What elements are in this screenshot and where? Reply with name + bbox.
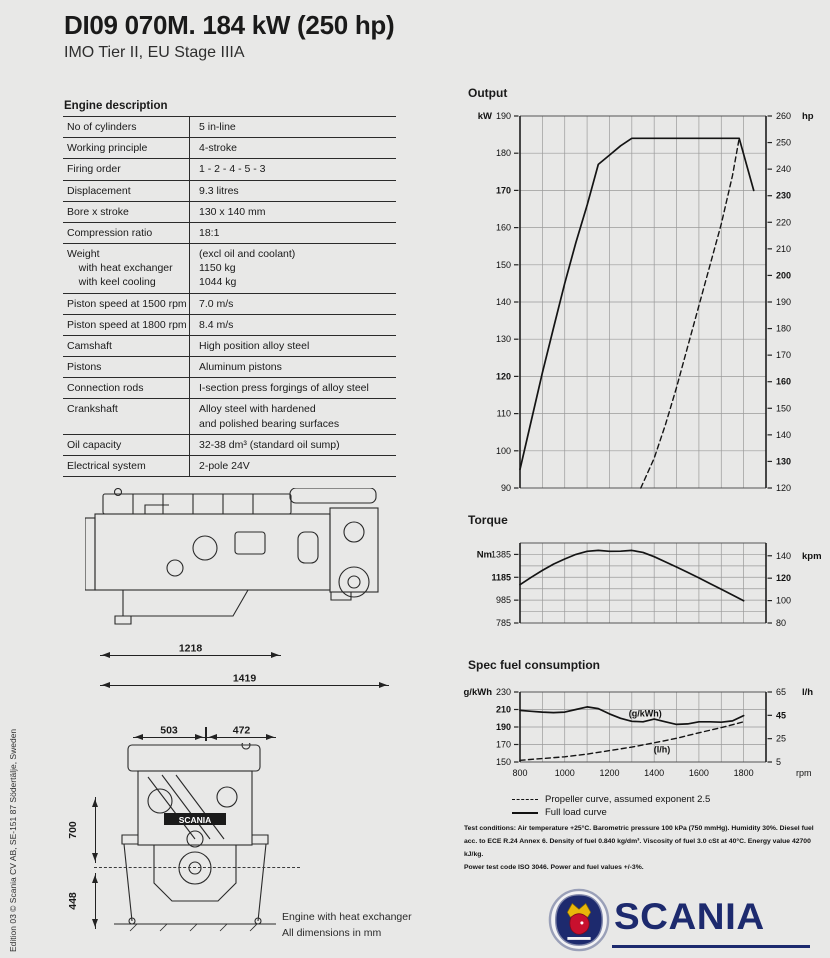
scania-wordmark: SCANIA [614, 896, 765, 937]
table-label-cell: Camshaft [67, 339, 112, 352]
svg-text:kW: kW [477, 111, 492, 122]
table-row [63, 202, 396, 223]
svg-text:150: 150 [495, 259, 511, 270]
svg-text:160: 160 [776, 376, 792, 387]
engine-description-heading: Engine description [64, 100, 168, 112]
svg-text:230: 230 [495, 687, 511, 697]
svg-text:1600: 1600 [688, 768, 709, 778]
table-label-cell: Connection rods [67, 382, 144, 395]
table-label-cell: No of cylinders [67, 121, 137, 133]
svg-text:g/kWh: g/kWh [463, 687, 492, 698]
table-value-cell: Alloy steel with hardened and polished bearing surfaces [189, 399, 396, 433]
table-value-cell: 7.0 m/s [189, 294, 396, 314]
table-row [63, 181, 396, 202]
table-row [63, 117, 396, 138]
page-subtitle: IMO Tier II, EU Stage IIIA [64, 44, 245, 61]
curve-dashed [641, 138, 739, 488]
dimension-value: 700 [67, 821, 79, 839]
drawing-caption [282, 910, 412, 942]
table-label-cell: Working principle [67, 142, 148, 155]
table-row [63, 456, 396, 477]
svg-text:160: 160 [495, 222, 511, 233]
svg-text:190: 190 [776, 297, 792, 307]
svg-text:100: 100 [776, 595, 792, 606]
output-chart-title: Output [468, 86, 508, 100]
table-value-cell: 18:1 [189, 223, 396, 243]
engine-side-view-drawing [85, 488, 400, 640]
dimension-value: 1218 [178, 642, 203, 655]
spec-fuel-chart [458, 678, 830, 795]
side-view-inner-dimension [99, 642, 282, 662]
table-label-cell: Compression ratio [67, 226, 153, 239]
svg-text:170: 170 [495, 739, 511, 750]
svg-text:190: 190 [495, 111, 511, 121]
table-value-cell: 32-38 dm³ (standard oil sump) [189, 435, 396, 455]
svg-text:230: 230 [776, 190, 792, 201]
svg-text:80: 80 [776, 618, 787, 628]
table-row [63, 159, 396, 180]
page-title: DI09 070M. 184 kW (250 hp) [64, 10, 395, 40]
table-row [63, 294, 396, 315]
svg-text:hp: hp [802, 111, 814, 122]
legend-item-propeller [512, 793, 710, 806]
svg-text:190: 190 [495, 722, 511, 732]
svg-text:180: 180 [495, 148, 511, 159]
caption-line: All dimensions in mm [282, 926, 382, 939]
svg-text:120: 120 [776, 483, 792, 493]
solid-line-sample [512, 812, 538, 814]
table-value-cell: 1 - 2 - 4 - 5 - 3 [189, 159, 396, 179]
torque-chart-title: Torque [468, 513, 508, 527]
table-value-cell: (excl oil and coolant) 1150 kg 1044 kg [189, 244, 396, 293]
svg-text:130: 130 [776, 456, 792, 467]
svg-text:140: 140 [776, 550, 792, 561]
svg-text:120: 120 [495, 371, 511, 382]
table-value-cell: 9.3 litres [189, 181, 396, 201]
footnote-line: Test conditions: Air temperature +25°C. Barometric pressure 100 kPa (750 mmHg). Humidity 30%. Diesel fuel [464, 825, 814, 832]
svg-text:800: 800 [512, 768, 528, 778]
chart-legend [512, 793, 710, 819]
curve-solid [520, 138, 754, 469]
svg-text:150: 150 [495, 757, 511, 767]
legend-item-fullload [512, 806, 710, 819]
svg-text:140: 140 [776, 429, 792, 440]
table-row [63, 435, 396, 456]
table-label-cell: Firing order [67, 163, 121, 176]
caption-line: Engine with heat exchanger [282, 911, 412, 923]
table-value-cell: 130 x 140 mm [189, 202, 396, 222]
engine-badge-text: SCANIA [178, 815, 212, 825]
specfuel-chart-svg [458, 678, 830, 790]
front-view-top-right-dimension [206, 724, 277, 744]
svg-text:5: 5 [776, 757, 782, 767]
front-view-lower-height-dimension [67, 872, 102, 930]
table-row [63, 315, 396, 336]
dimension-value: 472 [232, 724, 251, 737]
svg-text:210: 210 [776, 243, 792, 254]
svg-text:180: 180 [776, 323, 792, 334]
table-label-cell: Bore x stroke [67, 205, 129, 218]
svg-text:1400: 1400 [644, 768, 665, 778]
svg-text:45: 45 [776, 710, 787, 721]
table-row [63, 244, 396, 294]
svg-text:1200: 1200 [599, 768, 620, 778]
engine-table [63, 116, 396, 477]
table-row [63, 336, 396, 357]
table-value-cell: 4-stroke [189, 138, 396, 158]
svg-text:110: 110 [496, 408, 511, 419]
curve-annotation: (l/h) [653, 744, 671, 755]
table-row [63, 138, 396, 159]
svg-text:65: 65 [776, 687, 787, 697]
svg-text:200: 200 [776, 270, 792, 281]
table-label-cell: Displacement [67, 184, 131, 197]
svg-text:l/h: l/h [802, 687, 814, 698]
table-value-cell: I-section press forgings of alloy steel [189, 378, 396, 398]
svg-text:Nm: Nm [476, 549, 492, 561]
svg-text:210: 210 [495, 704, 511, 715]
table-label-cell: Piston speed at 1500 rpm [67, 297, 187, 310]
svg-text:100: 100 [495, 445, 511, 456]
front-view-upper-height-dimension [67, 796, 102, 864]
table-value-cell: Aluminum pistons [189, 357, 396, 377]
test-conditions-note [464, 823, 824, 875]
engine-front-view-drawing [100, 743, 290, 933]
footnote-line: acc. to ECE R.24 Annex 6. Density of fuel 0.840 kg/dm³. Viscosity of fuel 3.0 cSt at 40°C. Energy value 42700 kJ/kg. [464, 837, 811, 858]
table-value-cell: High position alloy steel [189, 336, 396, 356]
svg-text:1385: 1385 [490, 549, 511, 560]
dimension-centerline-tick [205, 727, 207, 741]
svg-text:985: 985 [495, 595, 511, 606]
output-chart-svg [458, 104, 830, 500]
table-row [63, 399, 396, 434]
table-row [63, 378, 396, 399]
side-view-outer-dimension [99, 672, 390, 692]
curve-annotation: (g/kWh) [628, 708, 662, 719]
table-row [63, 357, 396, 378]
dimension-value: 1419 [232, 672, 257, 685]
svg-text:240: 240 [776, 164, 792, 175]
footnote-line: Power test code ISO 3046. Power and fuel values +/-3%. [464, 863, 644, 871]
table-value-cell: 2-pole 24V [189, 456, 396, 476]
svg-text:130: 130 [495, 334, 511, 345]
table-label-cell: Pistons [67, 361, 102, 374]
table-label-cell: Piston speed at 1800 rpm [67, 318, 187, 331]
svg-text:rpm: rpm [796, 768, 812, 778]
svg-text:220: 220 [776, 217, 792, 228]
svg-text:260: 260 [776, 111, 792, 121]
torque-chart [458, 530, 830, 640]
svg-text:25: 25 [776, 733, 787, 744]
svg-text:170: 170 [776, 350, 792, 361]
table-label-cell: Crankshaft [67, 403, 118, 416]
table-value-cell: 8.4 m/s [189, 315, 396, 335]
legend-label: Full load curve [545, 807, 607, 818]
torque-chart-svg [458, 530, 830, 635]
svg-text:150: 150 [776, 403, 792, 414]
crankshaft-centerline [94, 867, 300, 868]
specfuel-chart-title: Spec fuel consumption [468, 658, 601, 672]
svg-text:1185: 1185 [491, 572, 511, 583]
legend-label: Propeller curve, assumed exponent 2.5 [545, 794, 711, 805]
svg-text:kpm: kpm [802, 550, 822, 562]
dimension-value: 448 [67, 892, 79, 910]
scania-griffin-emblem-icon [548, 888, 610, 952]
svg-text:120: 120 [776, 573, 792, 584]
table-label-cell: Electrical system [67, 459, 146, 472]
edition-note: Edition 03 © Scania CV AB, SE-151 87 Södertälje, Sweden [8, 728, 18, 952]
output-chart [458, 104, 830, 505]
svg-text:140: 140 [495, 297, 511, 307]
dimension-value: 503 [160, 724, 178, 737]
dashed-line-sample [512, 799, 538, 800]
wordmark-underline [612, 945, 810, 948]
svg-text:785: 785 [495, 618, 511, 628]
svg-text:170: 170 [495, 185, 511, 196]
table-label-cell: Weight with heat exchanger with keel cooling [67, 248, 173, 289]
svg-text:250: 250 [776, 137, 792, 148]
svg-text:90: 90 [500, 483, 511, 493]
table-label-cell: Oil capacity [67, 438, 122, 451]
table-row [63, 223, 396, 244]
svg-text:1800: 1800 [733, 768, 754, 778]
table-value-cell: 5 in-line [189, 117, 396, 137]
svg-text:1000: 1000 [554, 768, 575, 778]
front-view-top-left-dimension [132, 724, 206, 744]
